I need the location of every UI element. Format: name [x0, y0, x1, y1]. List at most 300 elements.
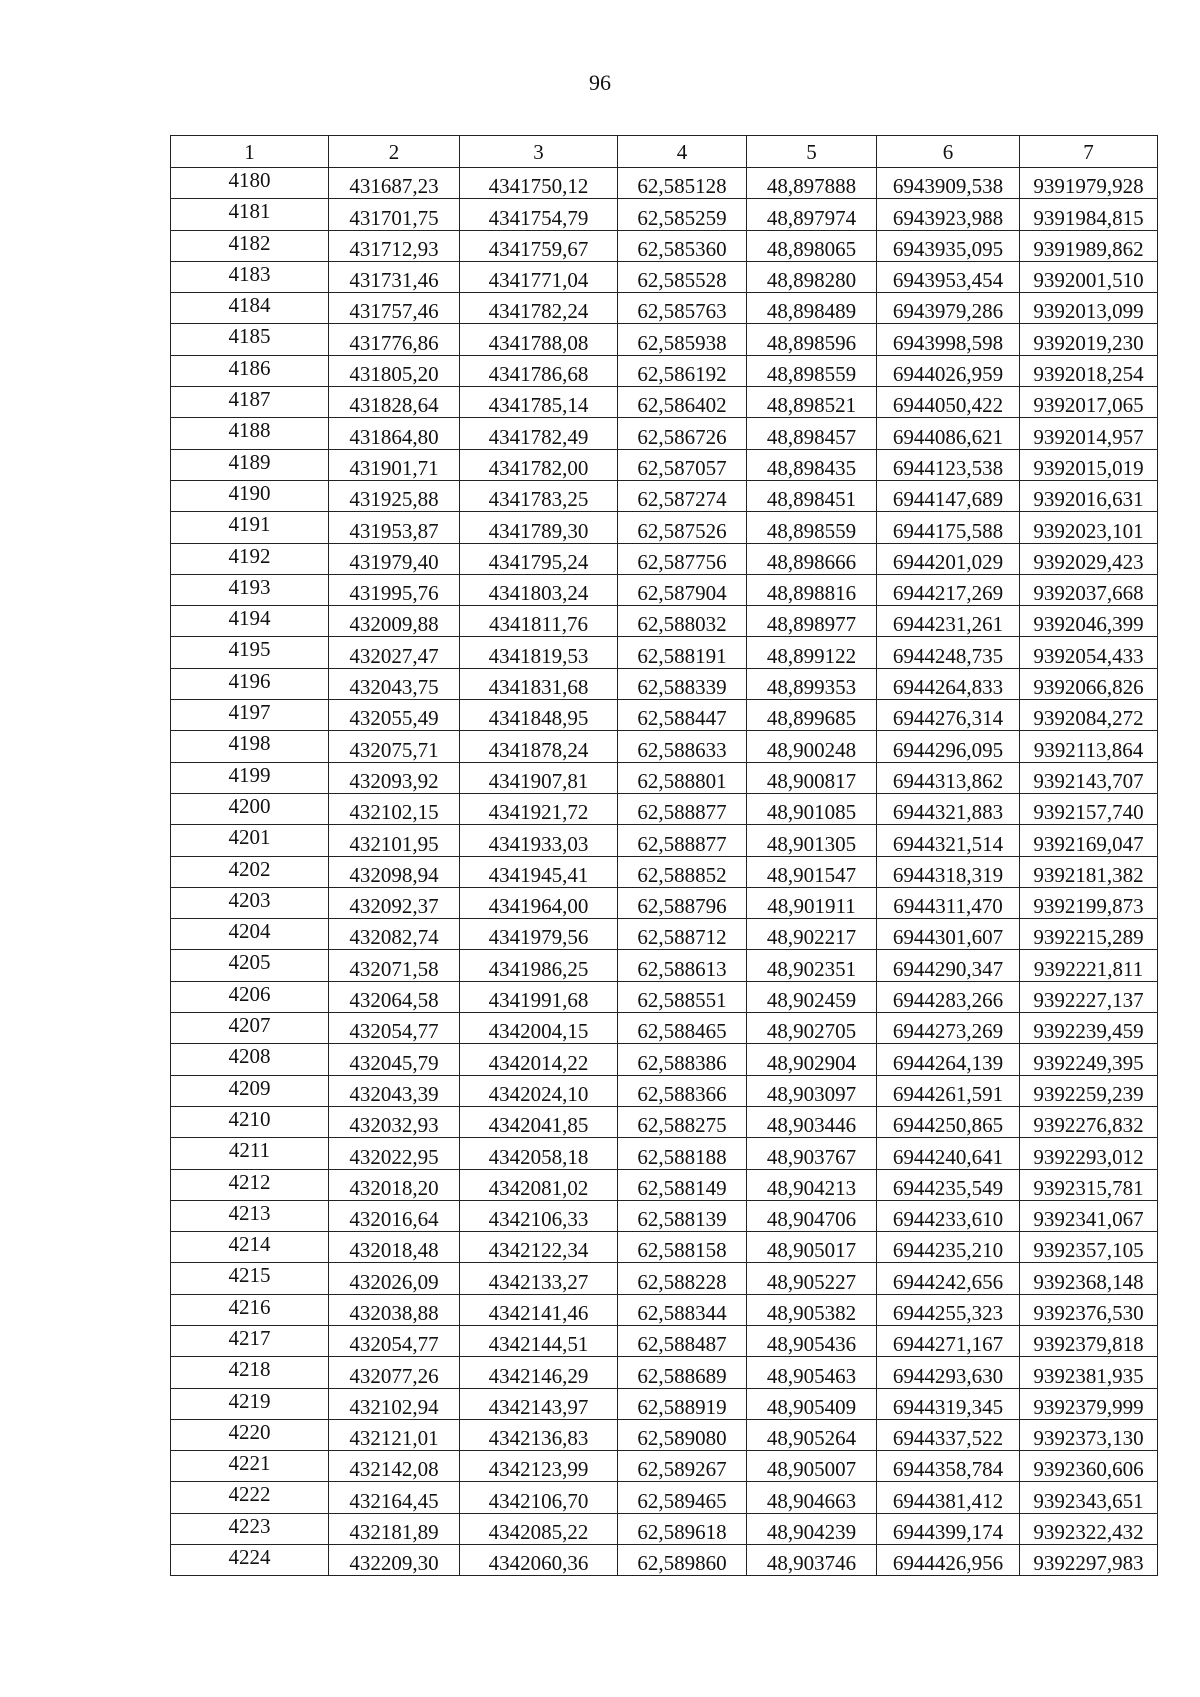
table-row	[171, 793, 1158, 824]
table-cell-col-6: 6944321,514	[877, 825, 1020, 856]
table-cell-col-7: 9391984,815	[1020, 199, 1158, 230]
table-cell-col-2: 431712,93	[329, 230, 460, 261]
table-cell-col-3: 4342014,22	[460, 1044, 618, 1075]
table-cell-col-6: 6944235,549	[877, 1169, 1020, 1200]
column-header-2: 2	[329, 136, 460, 168]
table-cell-col-1: 4211	[171, 1138, 329, 1169]
table-cell-col-7: 9392249,395	[1020, 1044, 1158, 1075]
table-cell-col-2: 432018,48	[329, 1232, 460, 1263]
table-row	[171, 355, 1158, 386]
table-cell-col-5: 48,899122	[747, 637, 877, 668]
table-cell-col-1: 4202	[171, 856, 329, 887]
table-cell-col-2: 432164,45	[329, 1482, 460, 1513]
table-cell-col-7: 9392157,740	[1020, 793, 1158, 824]
table-cell-col-6: 6944233,610	[877, 1200, 1020, 1231]
table-cell-col-5: 48,900248	[747, 731, 877, 762]
table-cell-col-1: 4181	[171, 199, 329, 230]
table-cell-col-2: 432075,71	[329, 731, 460, 762]
table-cell-col-6: 6944248,735	[877, 637, 1020, 668]
table-cell-col-4: 62,588188	[618, 1138, 747, 1169]
table-cell-col-5: 48,898977	[747, 606, 877, 637]
table-cell-col-4: 62,589080	[618, 1419, 747, 1450]
table-cell-col-4: 62,588613	[618, 950, 747, 981]
table-cell-col-2: 432018,20	[329, 1169, 460, 1200]
table-cell-col-6: 6944123,538	[877, 449, 1020, 480]
table-cell-col-4: 62,588633	[618, 731, 747, 762]
table-cell-col-2: 432022,95	[329, 1138, 460, 1169]
table-cell-col-2: 432071,58	[329, 950, 460, 981]
table-cell-col-5: 48,905007	[747, 1451, 877, 1482]
table-cell-col-2: 431805,20	[329, 355, 460, 386]
table-cell-col-2: 432102,94	[329, 1388, 460, 1419]
table-cell-col-1: 4203	[171, 887, 329, 918]
table-cell-col-4: 62,588689	[618, 1357, 747, 1388]
table-cell-col-7: 9392001,510	[1020, 261, 1158, 292]
table-cell-col-3: 4341848,95	[460, 700, 618, 731]
table-cell-col-2: 432043,75	[329, 668, 460, 699]
table-cell-col-7: 9392276,832	[1020, 1106, 1158, 1137]
table-cell-col-2: 432055,49	[329, 700, 460, 731]
table-cell-col-3: 4341795,24	[460, 543, 618, 574]
table-cell-col-7: 9392018,254	[1020, 355, 1158, 386]
table-cell-col-5: 48,898065	[747, 230, 877, 261]
table-cell-col-6: 6944250,865	[877, 1106, 1020, 1137]
table-cell-col-1: 4186	[171, 355, 329, 386]
table-cell-col-4: 62,588447	[618, 700, 747, 731]
table-cell-col-6: 6944276,314	[877, 700, 1020, 731]
table-cell-col-2: 431864,80	[329, 418, 460, 449]
table-cell-col-1: 4183	[171, 261, 329, 292]
table-cell-col-7: 9392199,873	[1020, 887, 1158, 918]
table-cell-col-2: 432064,58	[329, 981, 460, 1012]
table-cell-col-3: 4342122,34	[460, 1232, 618, 1263]
column-header-5: 5	[747, 136, 877, 168]
table-cell-col-7: 9392016,631	[1020, 480, 1158, 511]
table-cell-col-6: 6944242,656	[877, 1263, 1020, 1294]
table-cell-col-2: 432093,92	[329, 762, 460, 793]
table-cell-col-2: 432054,77	[329, 1325, 460, 1356]
table-row	[171, 825, 1158, 856]
table-cell-col-7: 9392046,399	[1020, 606, 1158, 637]
table-cell-col-7: 9392357,105	[1020, 1232, 1158, 1263]
table-row	[171, 1419, 1158, 1450]
table-cell-col-5: 48,904213	[747, 1169, 877, 1200]
table-cell-col-7: 9392181,382	[1020, 856, 1158, 887]
table-header	[171, 136, 1158, 168]
table-cell-col-1: 4188	[171, 418, 329, 449]
coordinates-table	[170, 135, 1158, 1576]
table-cell-col-5: 48,899685	[747, 700, 877, 731]
table-cell-col-1: 4191	[171, 512, 329, 543]
table-cell-col-7: 9392227,137	[1020, 981, 1158, 1012]
table-cell-col-2: 431953,87	[329, 512, 460, 543]
column-header-6: 6	[877, 136, 1020, 168]
table-cell-col-7: 9392376,530	[1020, 1294, 1158, 1325]
table-cell-col-1: 4195	[171, 637, 329, 668]
table-cell-col-7: 9392239,459	[1020, 1013, 1158, 1044]
table-cell-col-6: 6943979,286	[877, 293, 1020, 324]
table-cell-col-1: 4207	[171, 1013, 329, 1044]
table-row	[171, 261, 1158, 292]
table-cell-col-1: 4184	[171, 293, 329, 324]
table-cell-col-5: 48,902904	[747, 1044, 877, 1075]
table-cell-col-3: 4342146,29	[460, 1357, 618, 1388]
table-cell-col-3: 4341991,68	[460, 981, 618, 1012]
table-cell-col-2: 432077,26	[329, 1357, 460, 1388]
table-cell-col-3: 4342004,15	[460, 1013, 618, 1044]
table-cell-col-2: 432009,88	[329, 606, 460, 637]
table-row	[171, 199, 1158, 230]
table-cell-col-7: 9392221,811	[1020, 950, 1158, 981]
table-row	[171, 449, 1158, 480]
table-cell-col-4: 62,589618	[618, 1513, 747, 1544]
table-cell-col-3: 4341907,81	[460, 762, 618, 793]
table-cell-col-5: 48,904239	[747, 1513, 877, 1544]
table-cell-col-3: 4341945,41	[460, 856, 618, 887]
table-cell-col-2: 432032,93	[329, 1106, 460, 1137]
table-row	[171, 1482, 1158, 1513]
table-cell-col-4: 62,585360	[618, 230, 747, 261]
table-row	[171, 1451, 1158, 1482]
table-cell-col-3: 4341878,24	[460, 731, 618, 762]
table-cell-col-3: 4342143,97	[460, 1388, 618, 1419]
table-cell-col-1: 4196	[171, 668, 329, 699]
table-cell-col-7: 9392037,668	[1020, 574, 1158, 605]
table-cell-col-3: 4342060,36	[460, 1545, 618, 1576]
table-cell-col-6: 6944293,630	[877, 1357, 1020, 1388]
table-cell-col-5: 48,903446	[747, 1106, 877, 1137]
table-cell-col-2: 431757,46	[329, 293, 460, 324]
table-cell-col-6: 6944311,470	[877, 887, 1020, 918]
table-cell-col-1: 4182	[171, 230, 329, 261]
table-cell-col-5: 48,898559	[747, 355, 877, 386]
table-cell-col-4: 62,588465	[618, 1013, 747, 1044]
table-cell-col-4: 62,585259	[618, 199, 747, 230]
table-cell-col-5: 48,905017	[747, 1232, 877, 1263]
table-cell-col-3: 4342041,85	[460, 1106, 618, 1137]
table-cell-col-7: 9392381,935	[1020, 1357, 1158, 1388]
table-cell-col-4: 62,589465	[618, 1482, 747, 1513]
table-cell-col-3: 4342144,51	[460, 1325, 618, 1356]
table-cell-col-1: 4189	[171, 449, 329, 480]
table-row	[171, 168, 1158, 199]
table-cell-col-5: 48,898489	[747, 293, 877, 324]
table-cell-col-4: 62,588551	[618, 981, 747, 1012]
table-cell-col-5: 48,898435	[747, 449, 877, 480]
table-cell-col-6: 6943998,598	[877, 324, 1020, 355]
table-cell-col-3: 4342141,46	[460, 1294, 618, 1325]
table-cell-col-5: 48,897888	[747, 168, 877, 199]
table-cell-col-7: 9392054,433	[1020, 637, 1158, 668]
table-cell-col-7: 9392019,230	[1020, 324, 1158, 355]
table-cell-col-6: 6944255,323	[877, 1294, 1020, 1325]
table-cell-col-7: 9392368,148	[1020, 1263, 1158, 1294]
table-cell-col-4: 62,587057	[618, 449, 747, 480]
table-cell-col-3: 4341754,79	[460, 199, 618, 230]
table-cell-col-2: 432027,47	[329, 637, 460, 668]
table-cell-col-6: 6944264,833	[877, 668, 1020, 699]
table-cell-col-6: 6944261,591	[877, 1075, 1020, 1106]
table-cell-col-6: 6944175,588	[877, 512, 1020, 543]
table-cell-col-4: 62,588386	[618, 1044, 747, 1075]
table-cell-col-3: 4342081,02	[460, 1169, 618, 1200]
table-cell-col-3: 4341759,67	[460, 230, 618, 261]
table-cell-col-7: 9392023,101	[1020, 512, 1158, 543]
table-cell-col-7: 9392015,019	[1020, 449, 1158, 480]
table-cell-col-5: 48,904663	[747, 1482, 877, 1513]
table-cell-col-1: 4220	[171, 1419, 329, 1450]
table-row	[171, 230, 1158, 261]
page-number: 96	[589, 70, 611, 95]
table-cell-col-1: 4198	[171, 731, 329, 762]
table-cell-col-1: 4199	[171, 762, 329, 793]
table-cell-col-3: 4341782,49	[460, 418, 618, 449]
table-cell-col-6: 6944086,621	[877, 418, 1020, 449]
table-row	[171, 543, 1158, 574]
table-row	[171, 1357, 1158, 1388]
table-cell-col-7: 9392066,826	[1020, 668, 1158, 699]
table-cell-col-7: 9392293,012	[1020, 1138, 1158, 1169]
table-cell-col-7: 9392297,983	[1020, 1545, 1158, 1576]
table-cell-col-4: 62,586402	[618, 387, 747, 418]
table-row	[171, 574, 1158, 605]
table-cell-col-6: 6944381,412	[877, 1482, 1020, 1513]
table-row	[171, 1232, 1158, 1263]
table-row	[171, 637, 1158, 668]
table-cell-col-6: 6944313,862	[877, 762, 1020, 793]
table-cell-col-6: 6944426,956	[877, 1545, 1020, 1576]
table-row	[171, 1106, 1158, 1137]
table-cell-col-4: 62,588919	[618, 1388, 747, 1419]
table-cell-col-5: 48,898451	[747, 480, 877, 511]
table-cell-col-3: 4341782,00	[460, 449, 618, 480]
table-cell-col-3: 4341811,76	[460, 606, 618, 637]
table-cell-col-2: 432054,77	[329, 1013, 460, 1044]
table-cell-col-5: 48,901085	[747, 793, 877, 824]
table-cell-col-4: 62,588158	[618, 1232, 747, 1263]
table-cell-col-3: 4342058,18	[460, 1138, 618, 1169]
table-cell-col-2: 431828,64	[329, 387, 460, 418]
table-cell-col-1: 4216	[171, 1294, 329, 1325]
table-cell-col-1: 4192	[171, 543, 329, 574]
table-cell-col-2: 432121,01	[329, 1419, 460, 1450]
table-cell-col-4: 62,585528	[618, 261, 747, 292]
table-cell-col-4: 62,587904	[618, 574, 747, 605]
table-cell-col-2: 432092,37	[329, 887, 460, 918]
table-cell-col-6: 6944318,319	[877, 856, 1020, 887]
table-cell-col-5: 48,898457	[747, 418, 877, 449]
table-cell-col-6: 6944201,029	[877, 543, 1020, 574]
table-cell-col-5: 48,903746	[747, 1545, 877, 1576]
table-cell-col-1: 4217	[171, 1325, 329, 1356]
table-cell-col-5: 48,905264	[747, 1419, 877, 1450]
table-cell-col-6: 6944290,347	[877, 950, 1020, 981]
table-cell-col-2: 432016,64	[329, 1200, 460, 1231]
table-cell-col-7: 9392143,707	[1020, 762, 1158, 793]
table-cell-col-5: 48,898816	[747, 574, 877, 605]
table-cell-col-3: 4341782,24	[460, 293, 618, 324]
table-row	[171, 1013, 1158, 1044]
table-cell-col-1: 4222	[171, 1482, 329, 1513]
table-cell-col-5: 48,900817	[747, 762, 877, 793]
table-cell-col-4: 62,585763	[618, 293, 747, 324]
table-cell-col-6: 6944399,174	[877, 1513, 1020, 1544]
table-cell-col-2: 431979,40	[329, 543, 460, 574]
table-cell-col-7: 9392379,818	[1020, 1325, 1158, 1356]
table-cell-col-3: 4342106,70	[460, 1482, 618, 1513]
table-body	[171, 168, 1158, 1576]
table-row	[171, 1545, 1158, 1576]
table-cell-col-4: 62,588032	[618, 606, 747, 637]
table-row	[171, 606, 1158, 637]
table-row	[171, 1169, 1158, 1200]
table-cell-col-5: 48,901305	[747, 825, 877, 856]
table-cell-col-4: 62,587526	[618, 512, 747, 543]
table-cell-col-2: 431901,71	[329, 449, 460, 480]
table-cell-col-6: 6944026,959	[877, 355, 1020, 386]
table-cell-col-4: 62,588487	[618, 1325, 747, 1356]
table-cell-col-5: 48,903097	[747, 1075, 877, 1106]
table-cell-col-6: 6944337,522	[877, 1419, 1020, 1450]
table-cell-col-1: 4223	[171, 1513, 329, 1544]
table-cell-col-7: 9392113,864	[1020, 731, 1158, 762]
table-cell-col-7: 9392014,957	[1020, 418, 1158, 449]
table-cell-col-7: 9392341,067	[1020, 1200, 1158, 1231]
table-cell-col-7: 9392084,272	[1020, 700, 1158, 731]
table-cell-col-4: 62,588712	[618, 919, 747, 950]
table-cell-col-5: 48,902217	[747, 919, 877, 950]
table-cell-col-1: 4185	[171, 324, 329, 355]
table-cell-col-6: 6943935,095	[877, 230, 1020, 261]
table-cell-col-3: 4341819,53	[460, 637, 618, 668]
table-cell-col-1: 4206	[171, 981, 329, 1012]
table-cell-col-2: 431776,86	[329, 324, 460, 355]
table-cell-col-1: 4204	[171, 919, 329, 950]
table-cell-col-3: 4341921,72	[460, 793, 618, 824]
table-cell-col-1: 4213	[171, 1200, 329, 1231]
table-cell-col-2: 431995,76	[329, 574, 460, 605]
column-header-3: 3	[460, 136, 618, 168]
table-cell-col-5: 48,902459	[747, 981, 877, 1012]
table-cell-col-5: 48,898596	[747, 324, 877, 355]
table-cell-col-4: 62,588139	[618, 1200, 747, 1231]
table-cell-col-7: 9392373,130	[1020, 1419, 1158, 1450]
table-cell-col-3: 4341789,30	[460, 512, 618, 543]
table-row	[171, 1200, 1158, 1231]
table-cell-col-3: 4342136,83	[460, 1419, 618, 1450]
table-cell-col-1: 4212	[171, 1169, 329, 1200]
table-cell-col-4: 62,588796	[618, 887, 747, 918]
table-cell-col-4: 62,588801	[618, 762, 747, 793]
table-cell-col-5: 48,905463	[747, 1357, 877, 1388]
table-cell-col-7: 9392315,781	[1020, 1169, 1158, 1200]
table-row	[171, 1325, 1158, 1356]
table-row	[171, 950, 1158, 981]
table-cell-col-1: 4205	[171, 950, 329, 981]
table-cell-col-6: 6944147,689	[877, 480, 1020, 511]
table-cell-col-3: 4341986,25	[460, 950, 618, 981]
table-cell-col-5: 48,905409	[747, 1388, 877, 1419]
table-cell-col-4: 62,588149	[618, 1169, 747, 1200]
table-cell-col-1: 4224	[171, 1545, 329, 1576]
table-cell-col-6: 6944231,261	[877, 606, 1020, 637]
table-cell-col-7: 9392379,999	[1020, 1388, 1158, 1419]
table-cell-col-1: 4221	[171, 1451, 329, 1482]
table-cell-col-6: 6944235,210	[877, 1232, 1020, 1263]
table-cell-col-6: 6944296,095	[877, 731, 1020, 762]
table-cell-col-3: 4342123,99	[460, 1451, 618, 1482]
table-cell-col-1: 4187	[171, 387, 329, 418]
column-header-1: 1	[171, 136, 329, 168]
table-row	[171, 887, 1158, 918]
table-cell-col-3: 4342133,27	[460, 1263, 618, 1294]
table-cell-col-4: 62,585938	[618, 324, 747, 355]
table-cell-col-1: 4193	[171, 574, 329, 605]
table-cell-col-6: 6944301,607	[877, 919, 1020, 950]
table-cell-col-3: 4341831,68	[460, 668, 618, 699]
table-cell-col-4: 62,589267	[618, 1451, 747, 1482]
table-cell-col-7: 9392017,065	[1020, 387, 1158, 418]
header-row	[171, 136, 1158, 168]
table-row	[171, 981, 1158, 1012]
table-cell-col-4: 62,587274	[618, 480, 747, 511]
table-cell-col-6: 6944321,883	[877, 793, 1020, 824]
table-cell-col-3: 4342024,10	[460, 1075, 618, 1106]
table-row	[171, 1294, 1158, 1325]
table-row	[171, 919, 1158, 950]
table-cell-col-6: 6944271,167	[877, 1325, 1020, 1356]
table-cell-col-7: 9391989,862	[1020, 230, 1158, 261]
table-cell-col-4: 62,588275	[618, 1106, 747, 1137]
table-cell-col-2: 432043,39	[329, 1075, 460, 1106]
table-cell-col-3: 4342106,33	[460, 1200, 618, 1231]
table-cell-col-2: 432142,08	[329, 1451, 460, 1482]
table-cell-col-5: 48,903767	[747, 1138, 877, 1169]
table-row	[171, 418, 1158, 449]
table-cell-col-3: 4341933,03	[460, 825, 618, 856]
table-cell-col-4: 62,587756	[618, 543, 747, 574]
table-cell-col-6: 6944319,345	[877, 1388, 1020, 1419]
table-row	[171, 1044, 1158, 1075]
table-cell-col-3: 4341964,00	[460, 887, 618, 918]
table-row	[171, 480, 1158, 511]
table-cell-col-2: 432102,15	[329, 793, 460, 824]
table-cell-col-7: 9391979,928	[1020, 168, 1158, 199]
table-cell-col-4: 62,588339	[618, 668, 747, 699]
table-cell-col-1: 4190	[171, 480, 329, 511]
table-cell-col-6: 6944050,422	[877, 387, 1020, 418]
table-cell-col-2: 432098,94	[329, 856, 460, 887]
table-cell-col-3: 4341786,68	[460, 355, 618, 386]
table-cell-col-1: 4200	[171, 793, 329, 824]
table-cell-col-5: 48,905382	[747, 1294, 877, 1325]
table-cell-col-2: 432038,88	[329, 1294, 460, 1325]
table-cell-col-5: 48,897974	[747, 199, 877, 230]
table-cell-col-7: 9392029,423	[1020, 543, 1158, 574]
table-cell-col-1: 4180	[171, 168, 329, 199]
table-row	[171, 762, 1158, 793]
table-cell-col-5: 48,898280	[747, 261, 877, 292]
table-cell-col-4: 62,588852	[618, 856, 747, 887]
table-cell-col-7: 9392215,289	[1020, 919, 1158, 950]
table-cell-col-5: 48,901911	[747, 887, 877, 918]
table-cell-col-7: 9392360,606	[1020, 1451, 1158, 1482]
table-cell-col-2: 432209,30	[329, 1545, 460, 1576]
table-cell-col-2: 431701,75	[329, 199, 460, 230]
table-cell-col-1: 4210	[171, 1106, 329, 1137]
table-cell-col-2: 431925,88	[329, 480, 460, 511]
column-header-4: 4	[618, 136, 747, 168]
